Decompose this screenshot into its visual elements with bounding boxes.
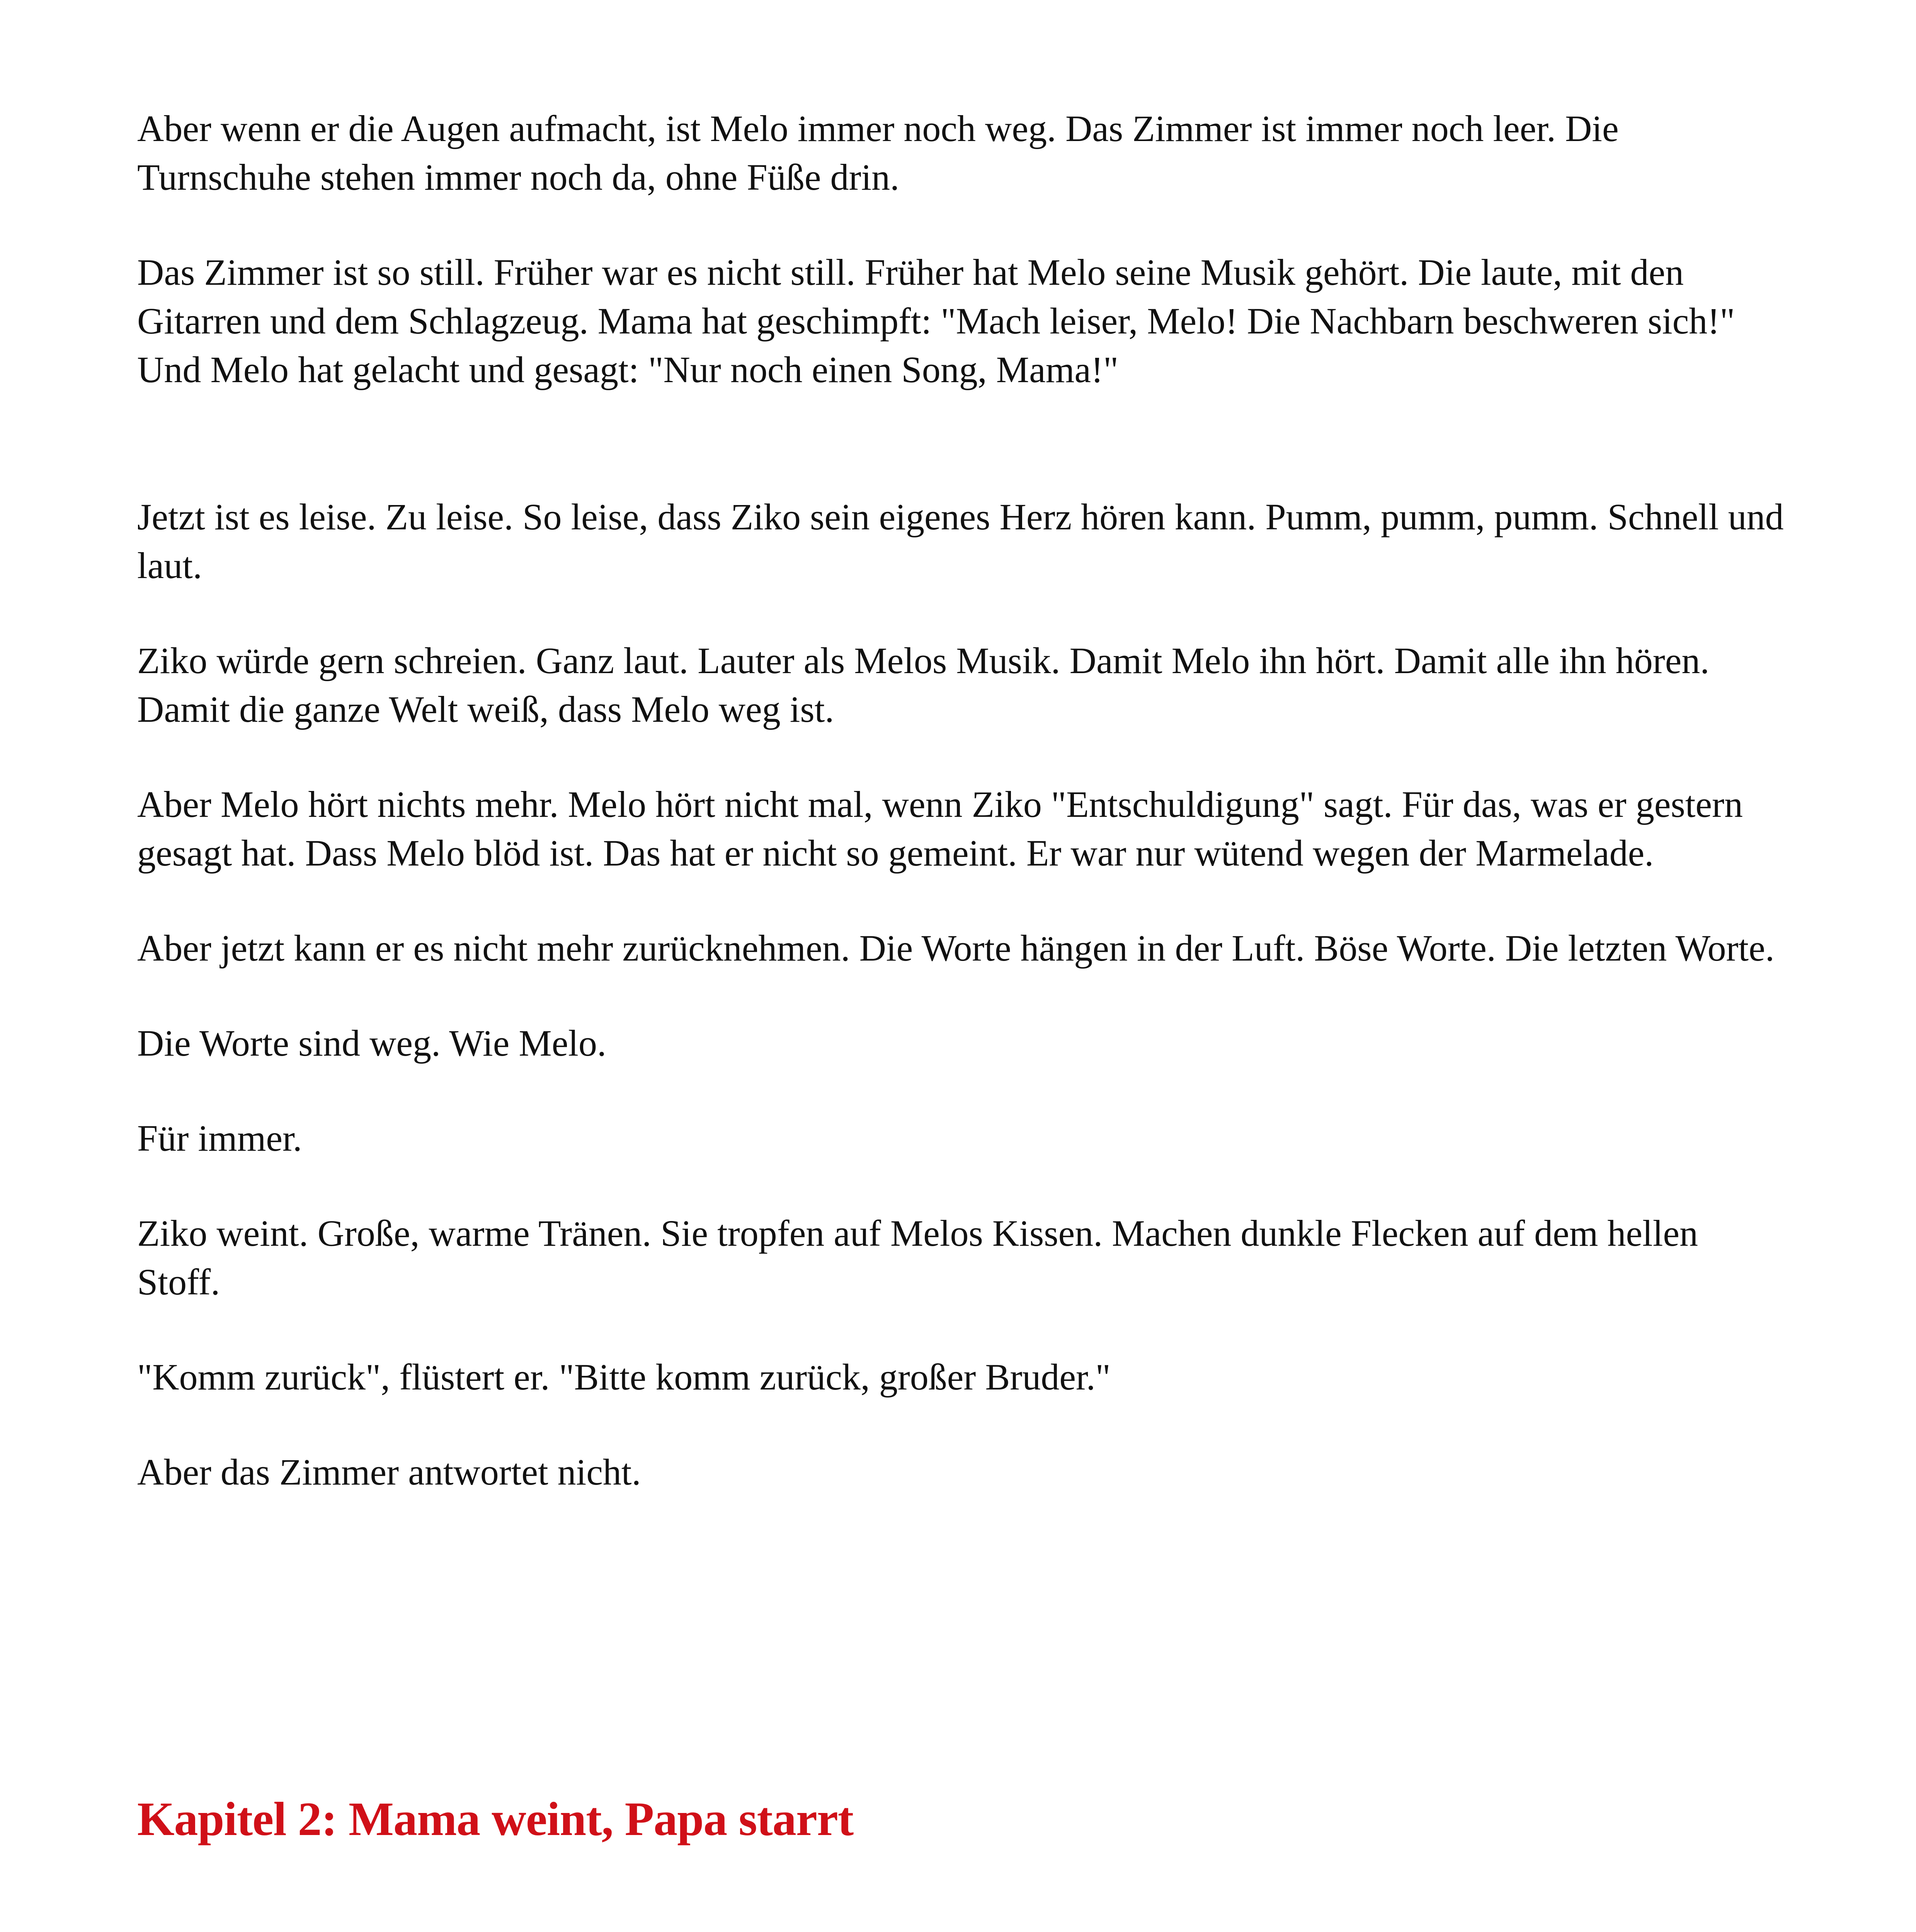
section-spacer (137, 1543, 1787, 1790)
paragraph: Ziko würde gern schreien. Ganz laut. Lauter als Melos Musik. Damit Melo ihn hört. Damit alle ihn hören. Damit die ganze Welt weiß, dass Melo weg ist. (137, 640, 1710, 730)
paragraph: Ziko weint. Große, warme Tränen. Sie tropfen auf Melos Kissen. Machen dunkle Flecken auf dem hellen Stoff. (137, 1213, 1698, 1303)
paragraph: Jetzt ist es leise. Zu leise. So leise, dass Ziko sein eigenes Herz hören kann. Pumm, pumm, pumm. Schnell und laut. (137, 496, 1784, 586)
document-page (137, 104, 1787, 1932)
paragraph: Aber das Zimmer antwortet nicht. (137, 1451, 641, 1493)
paragraph: Die Worte sind weg. Wie Melo. (137, 1022, 606, 1064)
chapter-heading: Kapitel 2: Mama weint, Papa starrt (137, 1793, 854, 1845)
paragraph: Für immer. (137, 1117, 302, 1159)
paragraph: Aber Melo hört nichts mehr. Melo hört nicht mal, wenn Ziko "Entschuldigung" sagt. Für das, was er gestern gesagt hat. Dass Melo blöd ist. Das hat er nicht so gemeint. Er war nur wütend wegen der Marmelade. (137, 784, 1743, 874)
paragraph: Aber wenn er die Augen aufmacht, ist Melo immer noch weg. Das Zimmer ist immer noch leer. Die Turnschuhe stehen immer noch da, ohne Füße drin. (137, 108, 1619, 198)
paragraph: Aber jetzt kann er es nicht mehr zurücknehmen. Die Worte hängen in der Luft. Böse Worte. Die letzten Worte. (137, 927, 1775, 969)
paragraph: Das Zimmer ist so still. Früher war es nicht still. Früher hat Melo seine Musik gehört. Die laute, mit den Gitarren und dem Schlagzeug. Mama hat geschimpft: "Mach leiser, Melo! Die Nachbarn beschweren sich!" Und Melo hat gelacht und gesagt: "Nur noch einen Song, Mama!" (137, 252, 1735, 390)
paragraph: "Komm zurück", flüstert er. "Bitte komm zurück, großer Bruder." (137, 1356, 1111, 1398)
